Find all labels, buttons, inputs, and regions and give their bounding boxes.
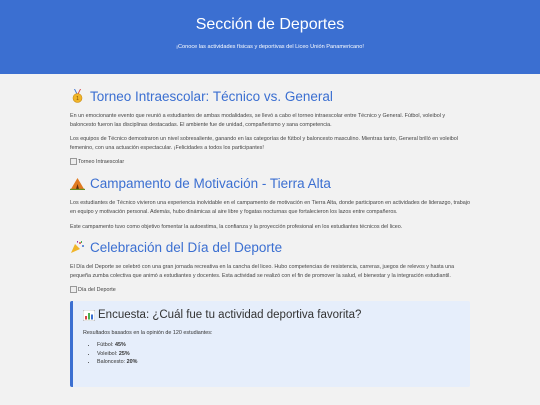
poll-lead: Resultados basados en la opinión de 120 estudiantes: — [83, 330, 213, 337]
section-paragraph: Este campamento tuvo como objetivo fomentar la autoestima, la confianza y la proyección profesional en los estudiantes técnicos del liceo. — [70, 223, 403, 230]
section-paragraph: En un emocionante evento que reunió a estudiantes de ambas modalidades, se llevó a cabo el torneo intraescolar entre Técnico y General. Fútbol, voleibol y baloncesto fueron las disciplinas destacadas. El ambiente fue de unidad, compañerismo y sana competencia. — [70, 113, 446, 128]
poll-result-label: Fútbol: — [97, 342, 114, 349]
poll-result-value: 25% — [118, 350, 130, 357]
page-title: Sección de Deportes — [195, 16, 345, 33]
poll-results — [83, 341, 460, 367]
broken-image-icon — [70, 286, 77, 293]
section-paragraph: Los equipos de Técnico demostraron un nivel sobresaliente, ganando en las categorías de fútbol y baloncesto masculino. Mientras tanto, General brilló en voleibol femenino, con una actuación espectacular. ¡Felicidades a todos los participantes! — [70, 136, 458, 151]
broken-image-icon — [70, 158, 77, 165]
broken-image — [70, 158, 470, 165]
poll-result-item — [97, 341, 460, 350]
section-dia-deporte — [70, 237, 470, 293]
medal-icon — [70, 89, 85, 103]
poll-heading — [83, 309, 460, 321]
section-campamento — [70, 173, 470, 231]
page-header — [0, 0, 540, 74]
poll-result-value: 20% — [126, 359, 138, 366]
tent-icon — [70, 176, 85, 190]
poll-result-label: Baloncesto: — [97, 359, 126, 366]
svg-text:1: 1 — [76, 96, 79, 102]
section-torneo — [70, 86, 470, 165]
section-heading — [70, 86, 470, 106]
poll-box — [70, 301, 470, 387]
section-paragraph: Los estudiantes de Técnico vivieron una experiencia inolvidable en el campamento de motivación en Tierra Alta, donde participaron en actividades de liderazgo, trabajo en equipo y motivación personal. Además, hubo dinámicas al aire libre y fogatas nocturnas que fortalecieron los lazos entre compañeros. — [70, 200, 470, 215]
poll-title: Encuesta: ¿Cuál fue tu actividad deportiva favorita? — [98, 309, 362, 322]
bar-chart-icon — [83, 310, 95, 321]
poll-result-value: 45% — [114, 342, 126, 349]
section-title: Celebración del Día del Deporte — [90, 239, 283, 255]
party-popper-icon — [70, 240, 85, 254]
page-subtitle: ¡Conoce las actividades físicas y deportivas del Liceo Unión Panamericano! — [176, 44, 364, 50]
poll-result-item — [97, 350, 460, 359]
image-alt-text: Día del Deporte — [78, 286, 116, 293]
broken-image — [70, 286, 470, 293]
section-title: Torneo Intraescolar: Técnico vs. General — [90, 88, 333, 104]
section-paragraph: El Día del Deporte se celebró con una gran jornada recreativa en la cancha del liceo. Hubo competencias de resistencia, carreras, juegos de relevos y hasta una pequeña zumba colectiva que animó a estudiantes y docentes. Esta actividad se realizó con el fin de promover la salud, el bienestar y la integración estudiantil. — [70, 264, 455, 279]
poll-result-item — [97, 358, 460, 367]
section-title: Campamento de Motivación - Tierra Alta — [90, 175, 331, 191]
section-heading — [70, 173, 470, 193]
poll-result-label: Voleibol: — [97, 350, 118, 357]
section-heading — [70, 237, 470, 257]
image-alt-text: Torneo Intraescolar — [78, 158, 125, 165]
main-content — [0, 74, 540, 387]
